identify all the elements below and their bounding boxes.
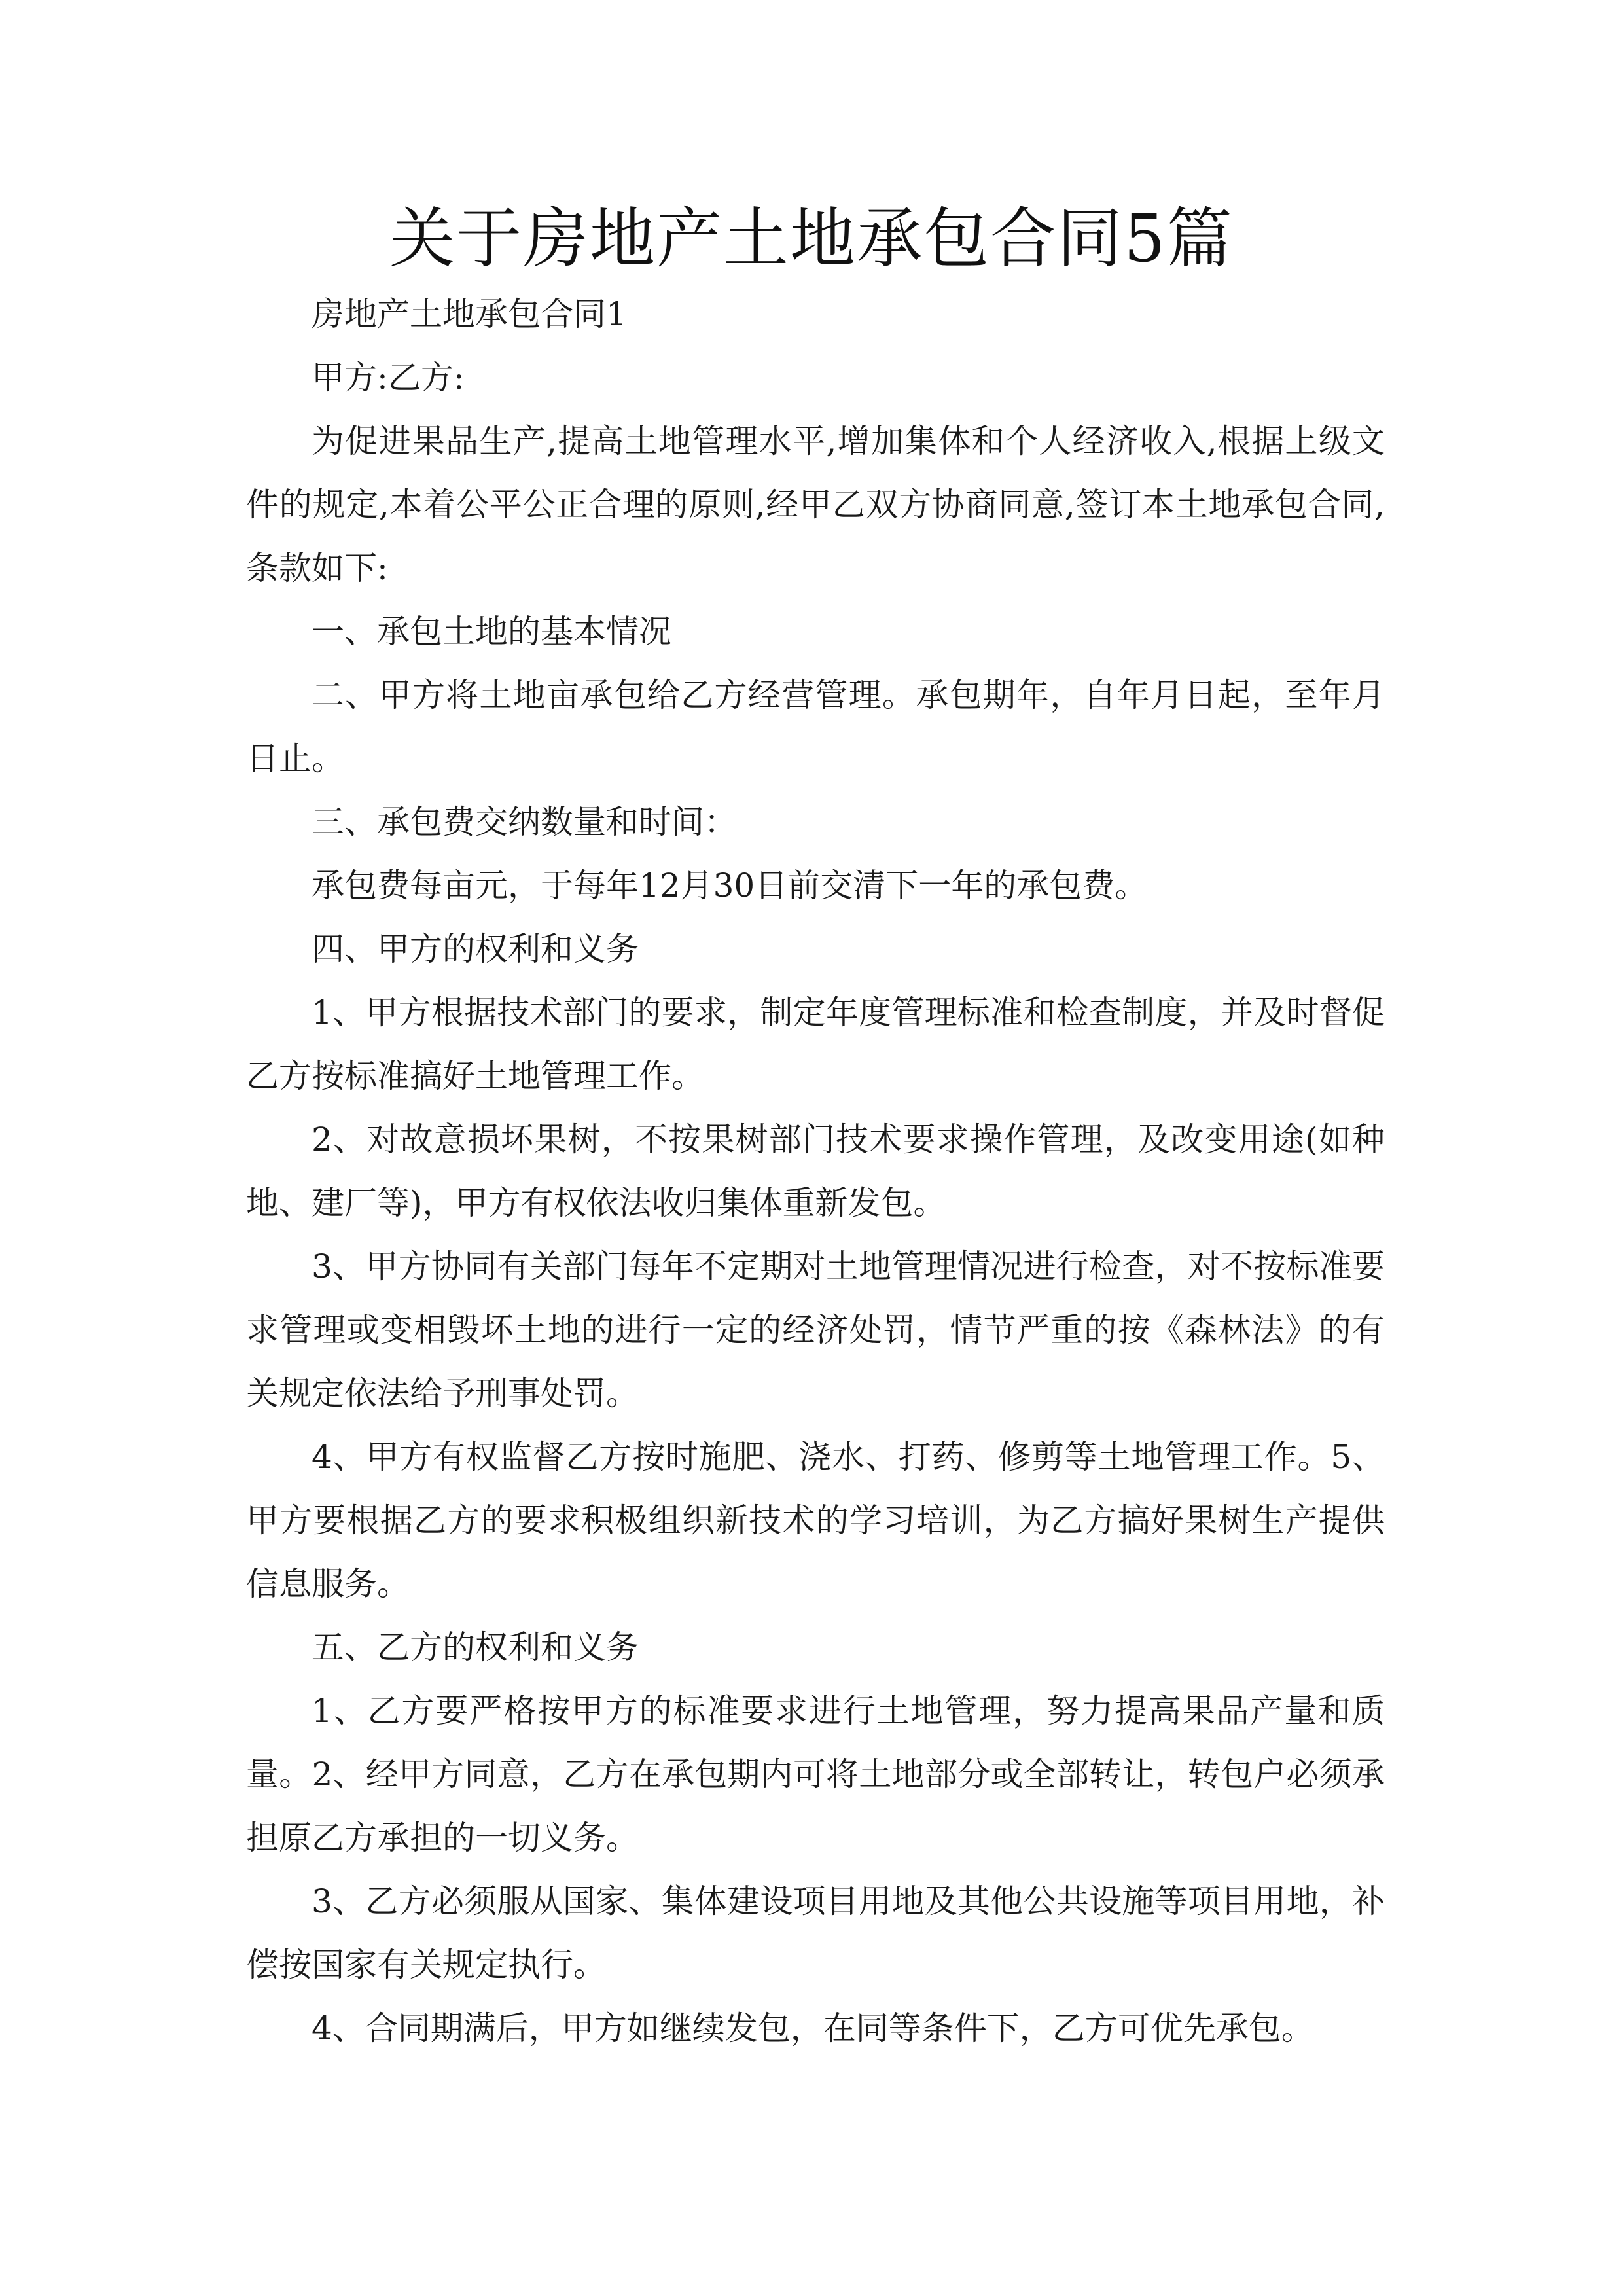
paragraph-section-2: 二、甲方将土地亩承包给乙方经营管理。承包期年，自年月日起，至年月日止。 (246, 676, 1385, 778)
paragraph-fee: 承包费每亩元，于每年12月30日前交清下一年的承包费。 (312, 867, 1148, 905)
paragraph-party-a-item-1: 1、甲方根据技术部门的要求，制定年度管理标准和检查制度，并及时督促乙方按标准搞好土地管理工作。 (246, 994, 1385, 1095)
paragraph-party-a-item-2: 2、对故意损坏果树，不按果树部门技术要求操作管理，及改变用途(如种地、建厂等)，甲方有权依法收归集体重新发包。 (246, 1121, 1385, 1222)
paragraph-contract-heading: 房地产土地承包合同1 (312, 295, 627, 333)
paragraph-section-4: 四、甲方的权利和义务 (312, 930, 639, 968)
paragraph-preamble: 为促进果品生产,提高土地管理水平,增加集体和个人经济收入,根据上级文件的规定,本着公平公正合理的原则,经甲乙双方协商同意,签订本土地承包合同,条款如下: (246, 422, 1385, 587)
paragraph-party-b-item-3: 3、乙方必须服从国家、集体建设项目用地及其他公共设施等项目用地，补偿按国家有关规定执行。 (246, 1882, 1385, 1984)
paragraph-parties: 甲方:乙方: (312, 359, 465, 397)
paragraph-section-1: 一、承包土地的基本情况 (312, 613, 671, 651)
paragraph-party-a-item-4: 4、甲方有权监督乙方按时施肥、浇水、打药、修剪等土地管理工作。5、甲方要根据乙方的要求积极组织新技术的学习培训，为乙方搞好果树生产提供信息服务。 (246, 1438, 1385, 1603)
document-body (246, 283, 1385, 2060)
paragraph-party-b-item-4: 4、合同期满后，甲方如继续发包，在同等条件下，乙方可优先承包。 (312, 2009, 1314, 2047)
paragraph-section-5: 五、乙方的权利和义务 (312, 1628, 639, 1666)
paragraph-party-b-item-1: 1、乙方要严格按甲方的标准要求进行土地管理，努力提高果品产量和质量。2、经甲方同意，乙方在承包期内可将土地部分或全部转让，转包户必须承担原乙方承担的一切义务。 (246, 1692, 1385, 1857)
document-title: 关于房地产土地承包合同5篇 (389, 200, 1234, 277)
paragraph-party-a-item-3: 3、甲方协同有关部门每年不定期对土地管理情况进行检查，对不按标准要求管理或变相毁坏土地的进行一定的经济处罚，情节严重的按《森林法》的有关规定依法给予刑事处罚。 (246, 1247, 1385, 1412)
paragraph-section-3: 三、承包费交纳数量和时间： (312, 803, 737, 841)
